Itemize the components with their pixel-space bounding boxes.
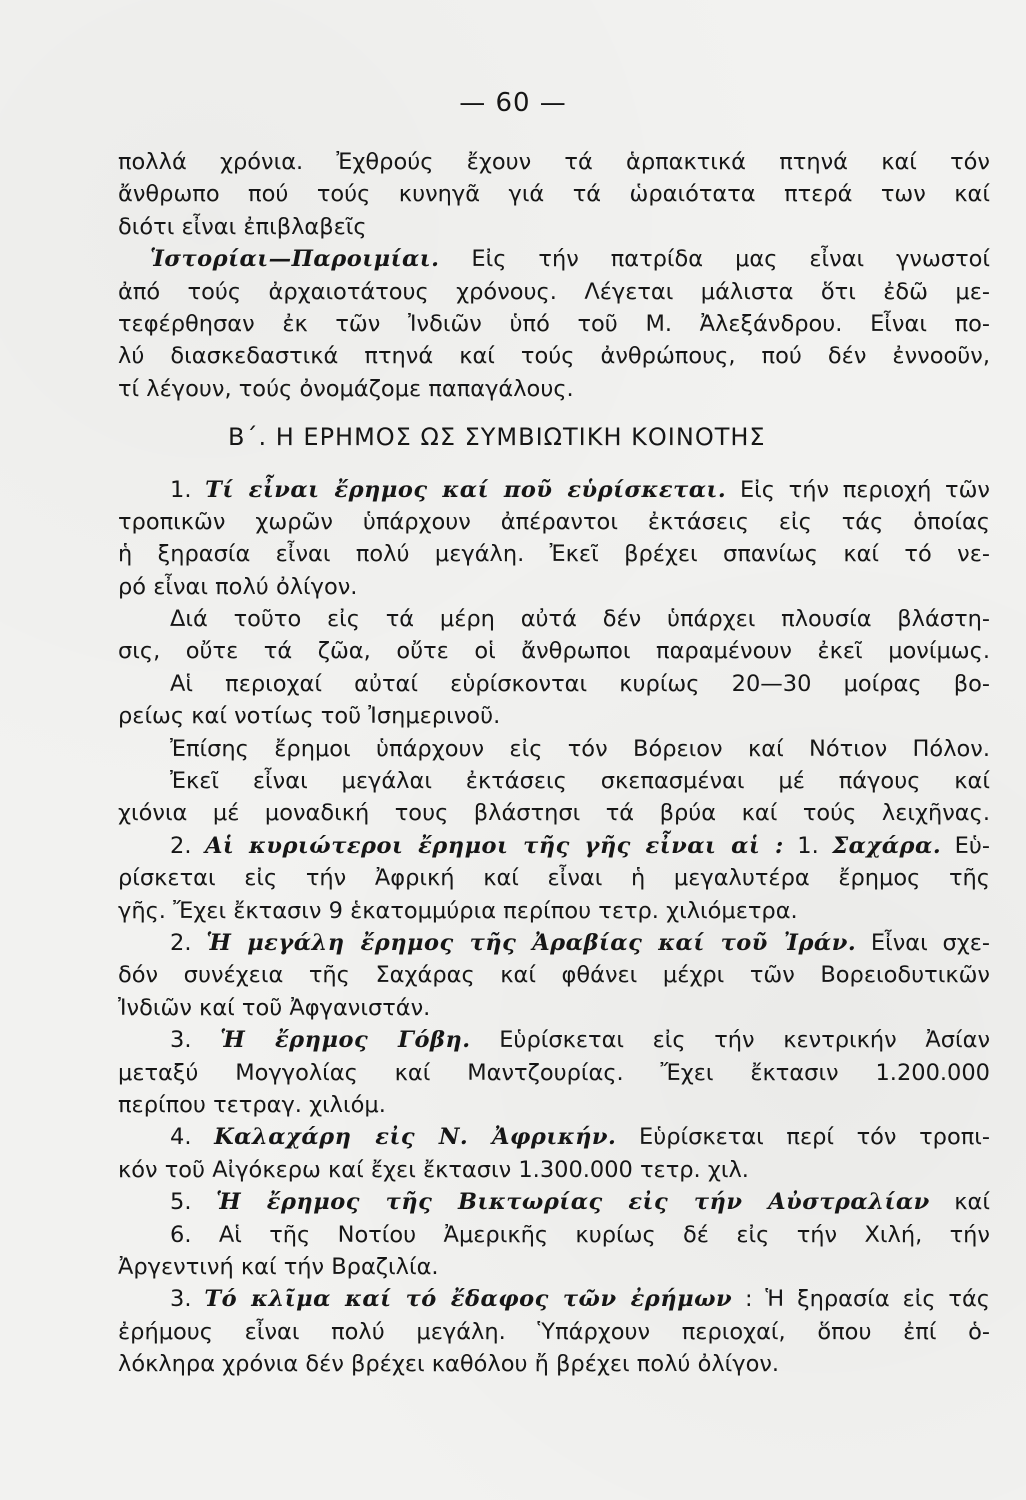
text-line: 1. Τί εἶναι ἔρημος καί ποῦ εὑρίσκεται. Εἰς τήν περιοχή τῶν <box>170 476 990 503</box>
subheading-sahara: Σαχάρα. <box>832 832 942 859</box>
text-line: ἀπό τούς ἀρχαιοτάτους χρόνους. Λέγεται μάλιστα ὅτι ἐδῶ με- <box>118 278 990 305</box>
text-line: Ἰνδιῶν καί τοῦ Ἀφγανιστάν. <box>118 994 431 1021</box>
text-line: λύ διασκεδαστικά πτηνά καί τούς ἀνθρώπους, πού δέν ἐννοοῦν, <box>118 343 990 370</box>
section-heading: Β΄. Η ΕΡΗΜΟΣ ΩΣ ΣΥΜΒΙΩΤΙΚΗ ΚΟΙΝΟΤΗΣ <box>228 423 766 452</box>
text-line: 3. Τό κλῖμα καί τό ἔδαφος τῶν ἐρήμων : Ἡ ξηρασία εἰς τάς <box>170 1286 990 1313</box>
text-line: ἐρήμους εἶναι πολύ μεγάλη. Ὑπάρχουν περιοχαί, ὅπου ἐπί ὁ- <box>118 1318 990 1345</box>
text-line: λόκληρα χρόνια δέν βρέχει καθόλου ἤ βρέχει πολύ ὀλίγον. <box>118 1351 780 1378</box>
text-line: τί λέγουν, τούς ὀνομάζομε παπαγάλους. <box>118 375 574 402</box>
text-line: ρείως καί νοτίως τοῦ Ἰσημερινοῦ. <box>118 703 501 730</box>
text-line: περίπου τετραγ. χιλιόμ. <box>118 1091 386 1118</box>
subheading-kalahari: Καλαχάρη εἰς Ν. Ἀφρικήν. <box>214 1124 617 1151</box>
text-line: ἡ ξηρασία εἶναι πολύ μεγάλη. Ἐκεῖ βρέχει σπανίως καί τό νε- <box>118 541 990 568</box>
text-line: σις, οὔτε τά ζῶα, οὔτε οἱ ἄνθρωποι παραμένουν ἐκεῖ μονίμως. <box>118 638 990 665</box>
text-line: Ἐπίσης ἔρημοι ὑπάρχουν εἰς τόν Βόρειον καί Νότιον Πόλον. <box>170 735 990 762</box>
text-line: 2. Ἡ μεγάλη ἔρημος τῆς Ἀραβίας καί τοῦ Ἰράν. Εἶναι σχε- <box>170 929 990 956</box>
subheading-climate-soil: Τό κλῖμα καί τό ἔδαφος τῶν ἐρήμων <box>204 1286 733 1313</box>
subheading-what-is-desert: Τί εἶναι ἔρημος καί ποῦ εὑρίσκεται. <box>205 476 727 503</box>
text-line: 6. Αἱ τῆς Νοτίου Ἀμερικῆς κυρίως δέ εἰς τήν Χιλή, τήν <box>170 1221 990 1248</box>
text-line: 4. Καλαχάρη εἰς Ν. Ἀφρικήν. Εὑρίσκεται περί τόν τροπι- <box>170 1124 990 1151</box>
text-line: ρό εἶναι πολύ ὀλίγον. <box>118 573 358 600</box>
page-number: — 60 — <box>459 88 567 118</box>
text-line: τροπικῶν χωρῶν ὑπάρχουν ἀπέραντοι ἐκτάσεις εἰς τάς ὁποίας <box>118 508 990 535</box>
text-line: Ἱστορίαι—Παροιμίαι. Εἰς τήν πατρίδα μας εἶναι γνωστοί <box>150 246 990 273</box>
subheading-main-deserts: Αἱ κυριώτεροι ἔρημοι τῆς γῆς εἶναι αἱ : <box>204 832 784 859</box>
subheading-victoria: Ἡ ἔρημος τῆς Βικτωρίας εἰς τήν Αὐστραλίαν <box>215 1189 930 1216</box>
text-line: ἄνθρωπο πού τούς κυνηγᾶ γιά τά ὡραιότατα πτερά των καί <box>118 181 990 208</box>
text-line: διότι εἶναι ἐπιβλαβεῖς <box>118 213 367 240</box>
subheading-gobi: Ἡ ἔρημος Γόβη. <box>220 1027 471 1054</box>
subheading-arabia-iran: Ἡ μεγάλη ἔρημος τῆς Ἀραβίας καί τοῦ Ἰράν. <box>206 929 857 956</box>
text-line: γῆς. Ἔχει ἔκτασιν 9 ἑκατομμύρια περίπου τετρ. χιλιόμετρα. <box>118 897 798 924</box>
text-line: τεφέρθησαν ἐκ τῶν Ἰνδιῶν ὑπό τοῦ Μ. Ἀλεξάνδρου. Εἶναι πο- <box>118 310 990 337</box>
text-line: πολλά χρόνια. Ἐχθρούς ἔχουν τά ἁρπακτικά πτηνά καί τόν <box>118 149 990 175</box>
text-line: 3. Ἡ ἔρημος Γόβη. Εὑρίσκεται εἰς τήν κεντρικήν Ἀσίαν <box>170 1027 990 1054</box>
text-line: ρίσκεται εἰς τήν Ἀφρική καί εἶναι ἡ μεγαλυτέρα ἔρημος τῆς <box>118 865 990 892</box>
subheading-histories-proverbs: Ἱστορίαι—Παροιμίαι. <box>150 246 440 273</box>
text-line: Αἱ περιοχαί αὐταί εὑρίσκονται κυρίως 20—30 μοίρας βο- <box>170 670 990 697</box>
text-line: Ἀργεντινή καί τήν Βραζιλία. <box>118 1253 439 1280</box>
text-line: Διά τοῦτο εἰς τά μέρη αὐτά δέν ὑπάρχει πλουσία βλάστη- <box>170 606 990 633</box>
text-line: μεταξύ Μογγολίας καί Μαντζουρίας. Ἔχει ἔκτασιν 1.200.000 <box>118 1059 990 1086</box>
text-line: δόν συνέχεια τῆς Σαχάρας καί φθάνει μέχρι τῶν Βορειοδυτικῶν <box>118 962 990 989</box>
body-text <box>118 146 990 1380</box>
text-line: κόν τοῦ Αἰγόκερω καί ἔχει ἔκτασιν 1.300.000 τετρ. χιλ. <box>118 1156 749 1183</box>
text-line: 5. Ἡ ἔρημος τῆς Βικτωρίας εἰς τήν Αὐστραλίαν καί <box>170 1189 990 1216</box>
text-line: χιόνια μέ μοναδική τους βλάστησι τά βρύα καί τούς λειχῆνας. <box>118 800 990 827</box>
text-line: Ἐκεῖ εἶναι μεγάλαι ἐκτάσεις σκεπασμέναι μέ πάγους καί <box>170 768 990 795</box>
text-line: 2. Αἱ κυριώτεροι ἔρημοι τῆς γῆς εἶναι αἱ : 1. Σαχάρα. Εὑ- <box>170 832 990 859</box>
